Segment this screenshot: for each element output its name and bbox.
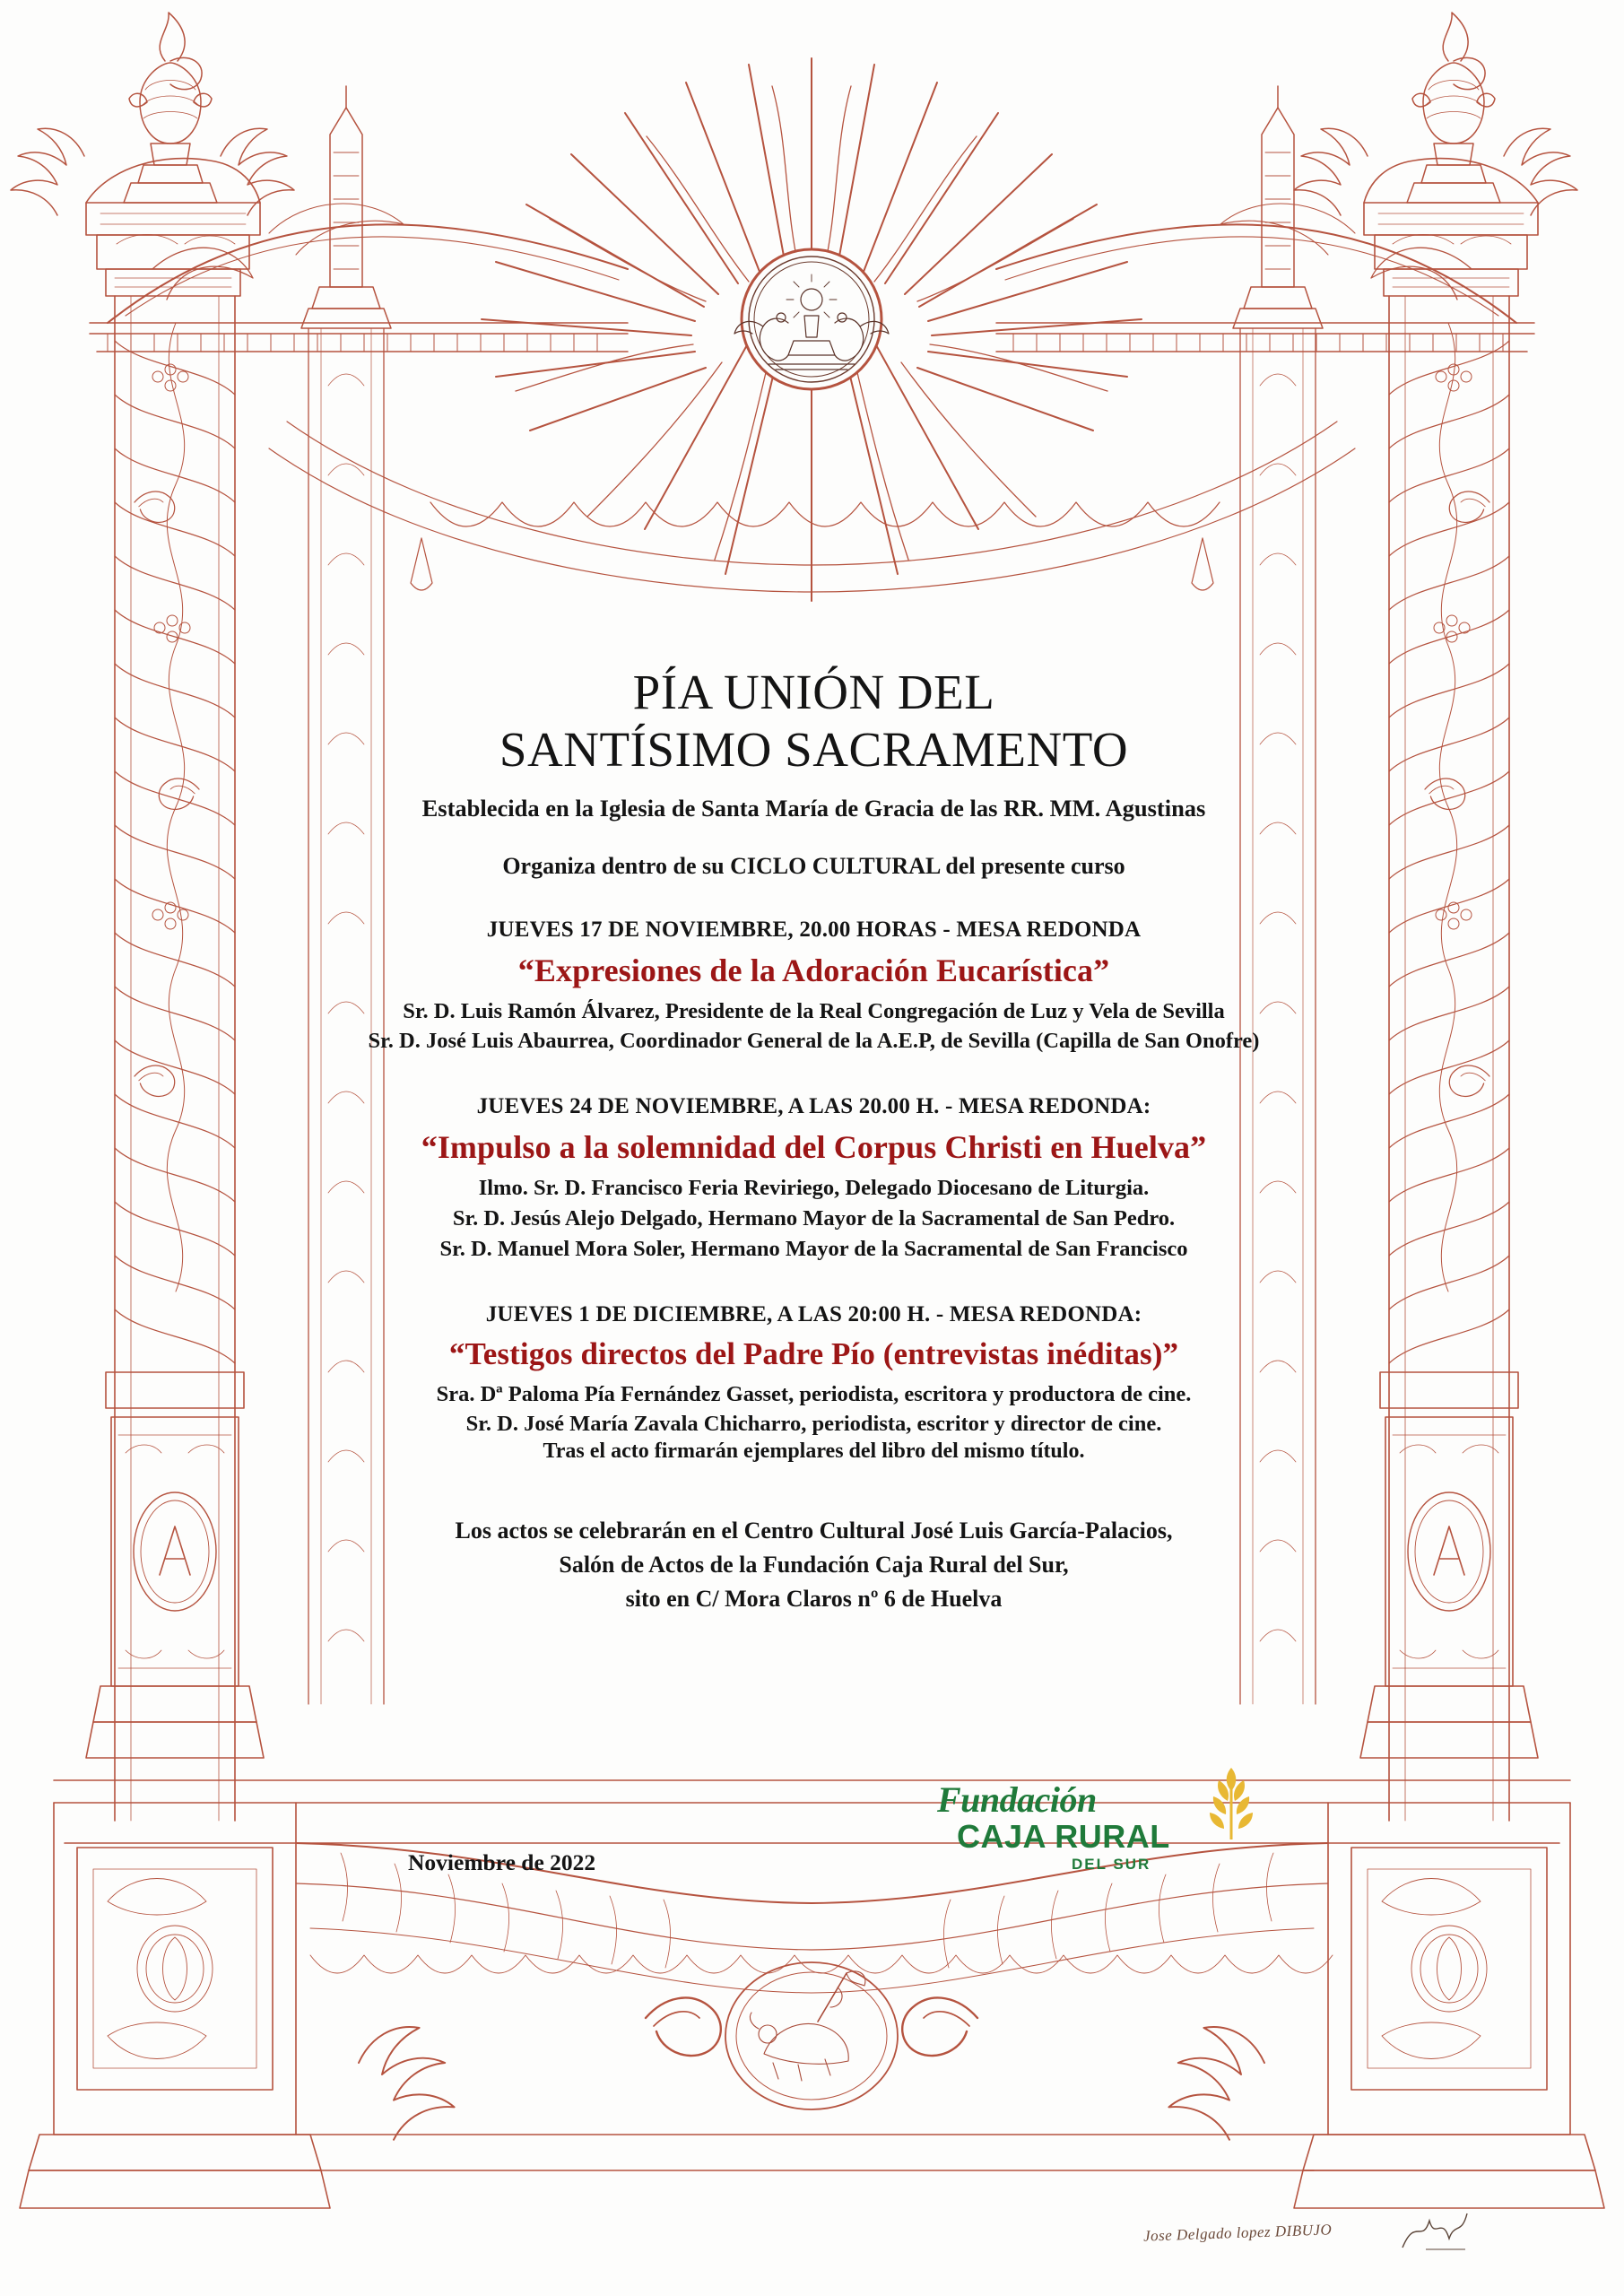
page-title-line-1: PÍA UNIÓN DEL <box>632 665 995 719</box>
event-item <box>269 918 1359 1057</box>
event-title: “Testigos directos del Padre Pío (entrevistas inéditas)” <box>448 1335 1179 1371</box>
event-speakers <box>269 996 1359 1057</box>
speaker-line: Sr. D. José Luis Abaurrea, Coordinador General de la A.E.P, de Sevilla (Capilla de San Onofre) <box>368 1029 1260 1054</box>
event-title: “Impulso a la solemnidad del Corpus Christi en Huelva” <box>421 1129 1207 1166</box>
speaker-line: Sr. D. Jesús Alejo Delgado, Hermano Mayor de la Sacramental de San Pedro. <box>452 1205 1176 1231</box>
event-datetime: JUEVES 24 DE NOVIEMBRE, A LAS 20.00 H. - MESA REDONDA: <box>476 1094 1151 1119</box>
page-subtitle: Establecida en la Iglesia de Santa María de Gracia de las RR. MM. Agustinas <box>421 794 1206 822</box>
wheat-ear-icon <box>1201 1766 1264 1841</box>
sponsor-caja: CAJA <box>957 1818 1046 1855</box>
venue-line-2: Salón de Actos de la Fundación Caja Rural del Sur, <box>559 1551 1069 1578</box>
event-item <box>269 1302 1359 1465</box>
venue-block <box>269 1514 1359 1615</box>
signature-flourish-icon <box>1399 2208 1471 2253</box>
page-title-line-2: SANTÍSIMO SACRAMENTO <box>499 721 1129 777</box>
venue-line-3: sito en C/ Mora Claros nº 6 de Huelva <box>625 1585 1003 1612</box>
artist-signature: Jose Delgado lopez DIBUJO <box>1142 2221 1333 2245</box>
sponsor-word-fundacion: Fundación <box>937 1779 1097 1820</box>
event-title: “Expresiones de la Adoración Eucarística” <box>517 952 1110 988</box>
speaker-line: Sr. D. José María Zavala Chicharro, periodista, escritor y director de cine. <box>465 1412 1162 1437</box>
organizer-line: Organiza dentro de su CICLO CULTURAL del presente curso <box>502 852 1125 879</box>
event-speakers <box>269 1379 1359 1465</box>
poster-text-block <box>269 664 1359 1615</box>
event-item <box>269 1094 1359 1264</box>
event-datetime: JUEVES 17 DE NOVIEMBRE, 20.00 HORAS - MESA REDONDA <box>486 917 1142 942</box>
speaker-line: Sra. Dª Paloma Pía Fernández Gasset, periodista, escritora y productora de cine. <box>436 1381 1192 1406</box>
event-speakers <box>269 1173 1359 1264</box>
venue-line-1: Los actos se celebrarán en el Centro Cultural José Luis García-Palacios, <box>455 1518 1173 1544</box>
speaker-line: Sr. D. Manuel Mora Soler, Hermano Mayor de la Sacramental de San Francisco <box>439 1236 1188 1261</box>
sponsor-rural: RURAL <box>1055 1818 1170 1855</box>
event-datetime: JUEVES 1 DE DICIEMBRE, A LAS 20:00 H. - MESA REDONDA: <box>485 1301 1142 1326</box>
event-note: Tras el acto firmarán ejemplares del libro del mismo título. <box>543 1439 1085 1464</box>
speaker-line: Sr. D. Luis Ramón Álvarez, Presidente de la Real Congregación de Luz y Vela de Sevilla <box>403 998 1225 1023</box>
publication-date: Noviembre de 2022 <box>408 1849 596 1875</box>
sponsor-logo <box>937 1771 1278 1892</box>
sponsor-word-caja-rural <box>957 1818 1170 1856</box>
sponsor-word-delsur: DEL SUR <box>1072 1856 1151 1873</box>
speaker-line: Ilmo. Sr. D. Francisco Feria Reviriego, Delegado Diocesano de Liturgia. <box>478 1176 1150 1201</box>
